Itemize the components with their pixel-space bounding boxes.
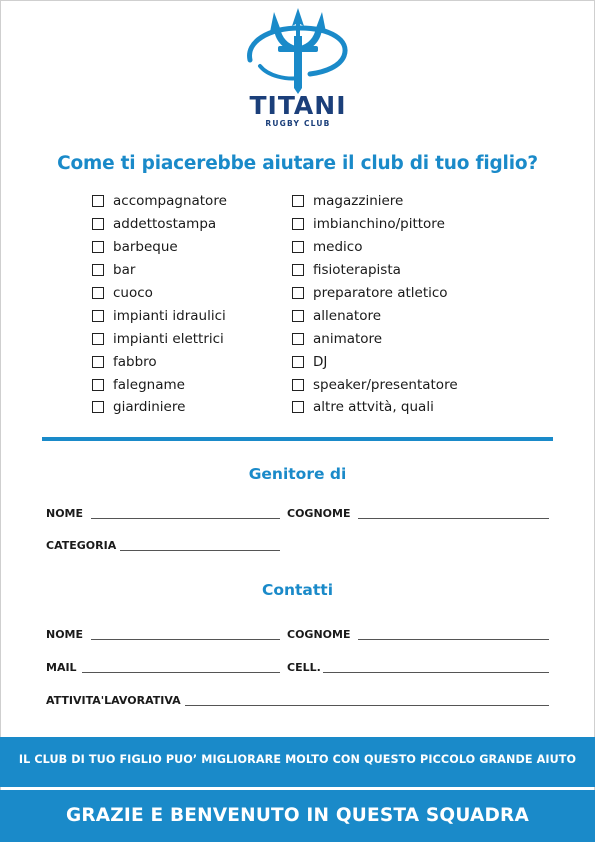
thanks-banner: GRAZIE E BENVENUTO IN QUESTA SQUADRA (0, 790, 595, 842)
checkbox[interactable] (92, 241, 104, 253)
option-item[interactable] (292, 396, 512, 419)
option-label: giardiniere (113, 399, 186, 416)
options-left-column (92, 190, 312, 419)
trident-emblem-icon (238, 6, 358, 96)
message-banner: IL CLUB DI TUO FIGLIO PUO’ MIGLIORARE MOLTO CON QUESTO PICCOLO GRANDE AIUTO (0, 737, 595, 787)
option-item[interactable] (292, 236, 512, 259)
checkbox[interactable] (292, 287, 304, 299)
contatti-mail-label: MAIL (46, 661, 77, 674)
checkbox[interactable] (92, 264, 104, 276)
checkbox[interactable] (92, 310, 104, 322)
checkbox[interactable] (92, 218, 104, 230)
genitore-nome-field[interactable] (91, 518, 280, 519)
contatti-nome-field[interactable] (91, 639, 280, 640)
option-item[interactable] (292, 282, 512, 305)
option-item[interactable] (292, 259, 512, 282)
option-label: cuoco (113, 285, 153, 301)
checkbox[interactable] (292, 195, 304, 207)
contatti-attivita-label: ATTIVITA'LAVORATIVA (46, 694, 181, 707)
option-item[interactable] (92, 190, 312, 213)
genitore-categoria-label: CATEGORIA (46, 539, 117, 552)
option-label: accompagnatore (113, 193, 227, 210)
contatti-cell-label: CELL. (287, 661, 321, 674)
checkbox[interactable] (292, 310, 304, 322)
checkbox[interactable] (92, 333, 104, 345)
checkbox[interactable] (92, 195, 104, 207)
checkbox[interactable] (292, 401, 304, 413)
genitore-nome-label: NOME (46, 507, 84, 520)
contatti-cell-field[interactable] (323, 672, 549, 673)
option-item[interactable] (92, 396, 312, 419)
genitore-section-title: Genitore di (248, 465, 347, 483)
option-label: allenatore (313, 307, 382, 324)
option-item[interactable] (92, 213, 312, 236)
option-item[interactable] (92, 373, 312, 396)
option-item[interactable] (92, 259, 312, 282)
checkbox[interactable] (292, 241, 304, 253)
checkbox[interactable] (292, 264, 304, 276)
logo-subtitle: RUGBY CLUB (265, 119, 331, 128)
option-label: fabbro (113, 353, 157, 370)
contatti-section-title: Contatti (261, 581, 334, 599)
option-item[interactable] (292, 350, 512, 373)
option-label: imbianchino/pittore (313, 216, 445, 233)
option-label: magazziniere (313, 193, 404, 210)
genitore-cognome-label: COGNOME (287, 507, 351, 520)
genitore-cognome-field[interactable] (358, 518, 549, 519)
option-label: altre attvità, quali (313, 399, 434, 416)
contatti-attivita-field[interactable] (185, 705, 549, 706)
checkbox[interactable] (292, 218, 304, 230)
option-label: impianti elettrici (113, 330, 224, 347)
contatti-cognome-field[interactable] (358, 639, 549, 640)
option-item[interactable] (92, 282, 312, 305)
option-item[interactable] (92, 304, 312, 327)
option-label: preparatore atletico (313, 285, 448, 301)
option-label: speaker/presentatore (313, 376, 458, 393)
option-label: barbeque (113, 239, 178, 256)
option-label: addettostampa (113, 216, 217, 233)
checkbox[interactable] (92, 287, 104, 299)
option-item[interactable] (92, 236, 312, 259)
option-item[interactable] (292, 304, 512, 327)
option-label: impianti idraulici (113, 307, 226, 324)
option-item[interactable] (292, 213, 512, 236)
option-label: falegname (113, 376, 185, 393)
checkbox[interactable] (292, 356, 304, 368)
contatti-cognome-label: COGNOME (287, 628, 351, 641)
checkbox[interactable] (292, 379, 304, 391)
options-right-column (292, 190, 512, 419)
checkbox[interactable] (92, 401, 104, 413)
checkbox[interactable] (92, 379, 104, 391)
option-label: animatore (313, 330, 383, 347)
option-label: bar (113, 262, 136, 279)
contatti-mail-field[interactable] (82, 672, 280, 673)
checkbox[interactable] (92, 356, 104, 368)
option-item[interactable] (92, 327, 312, 350)
option-label: fisioterapista (313, 262, 401, 279)
section-divider (42, 437, 553, 441)
option-label: medico (313, 239, 363, 256)
titani-logo (238, 6, 358, 134)
option-item[interactable] (292, 327, 512, 350)
contatti-nome-label: NOME (46, 628, 84, 641)
checkbox[interactable] (292, 333, 304, 345)
logo-wordmark: TITANI (249, 91, 347, 120)
option-item[interactable] (292, 190, 512, 213)
page-title: Come ti piacerebbe aiutare il club di tuo figlio? (57, 153, 538, 174)
option-item[interactable] (292, 373, 512, 396)
option-label: DJ (313, 353, 328, 370)
option-item[interactable] (92, 350, 312, 373)
genitore-categoria-field[interactable] (120, 550, 280, 551)
